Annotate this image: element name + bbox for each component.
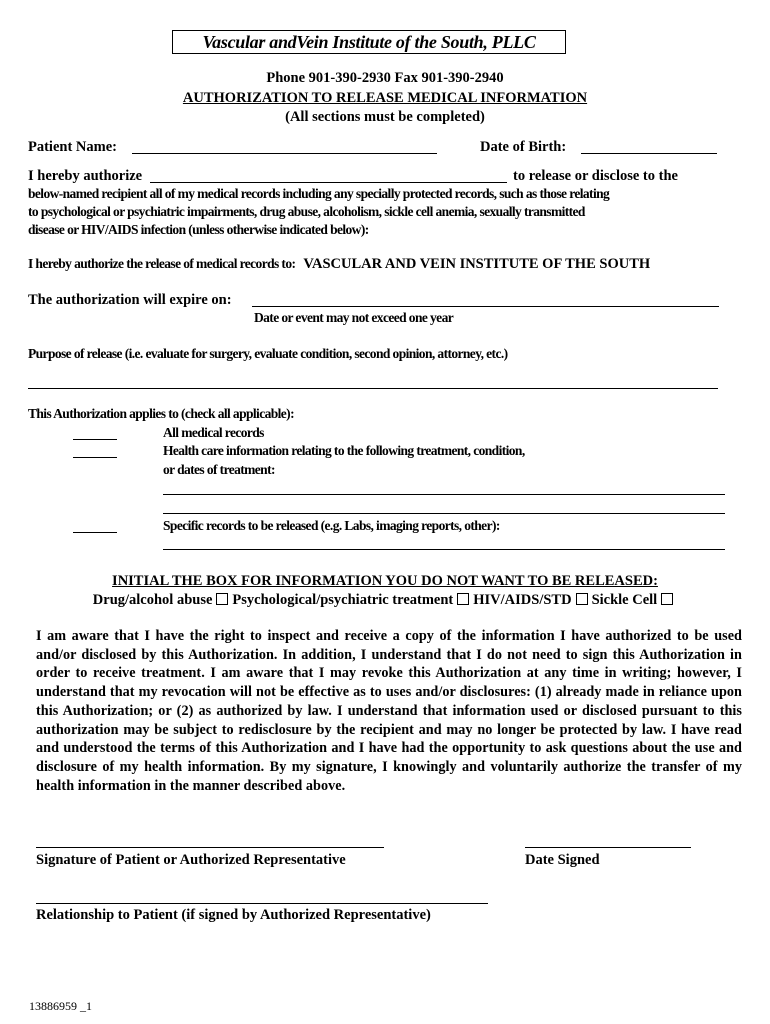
drug-alcohol-checkbox[interactable] [216,593,228,605]
instruction-text: (All sections must be completed) [285,109,485,125]
authorize-line-3: to psychological or psychiatric impairments, drug abuse, alcoholism, sickle cell anemia, sexually transmitted [28,204,585,219]
form-title: AUTHORIZATION TO RELEASE MEDICAL INFORMATION [182,90,588,106]
check-specific-records-blank[interactable] [73,532,117,533]
option-specific-records: Specific records to be released (e.g. Labs, imaging reports, other): [163,518,500,533]
applies-label: This Authorization applies to (check all applicable): [28,406,294,421]
option-health-info-cont: or dates of treatment: [163,462,275,477]
check-all-records-blank[interactable] [73,439,117,440]
release-to-recipient: VASCULAR AND VEIN INSTITUTE OF THE SOUTH [303,256,651,272]
initial-options-row [0,592,770,609]
authorize-tail: to release or disclose to the [513,168,678,184]
expiry-label: The authorization will expire on: [28,292,232,308]
release-to-row [28,255,650,273]
option-health-info: Health care information relating to the following treatment, condition, [163,443,525,458]
authorize-provider-field[interactable] [150,182,507,183]
practice-title: Vascular andVein Institute of the South, PLLC [172,30,566,54]
initial-heading-row [0,573,770,590]
authorize-line-4: disease or HIV/AIDS infection (unless otherwise indicated below): [28,222,369,237]
purpose-label: Purpose of release (i.e. evaluate for surgery, evaluate condition, second opinion, attorney, etc.) [28,346,508,361]
sickle-cell-checkbox[interactable] [661,593,673,605]
patient-name-label: Patient Name: [28,139,117,155]
option-psychological: Psychological/psychiatric treatment [232,592,454,608]
signature-label: Signature of Patient or Authorized Representative [36,852,346,868]
dob-field[interactable] [581,153,717,154]
dob-label: Date of Birth: [480,139,567,155]
specific-records-line[interactable] [163,549,725,550]
authorize-lead: I hereby authorize [28,168,143,184]
release-to-label: I hereby authorize the release of medical records to: [28,256,296,271]
relationship-line[interactable] [36,903,488,904]
expiry-field[interactable] [252,306,719,307]
purpose-field[interactable] [28,388,718,389]
initial-heading: INITIAL THE BOX FOR INFORMATION YOU DO NOT WANT TO BE RELEASED: [112,573,658,589]
expiry-note: Date or event may not exceed one year [254,310,454,325]
hiv-aids-std-checkbox[interactable] [576,593,588,605]
date-signed-label: Date Signed [525,852,600,868]
health-info-line-1[interactable] [163,494,725,495]
option-drug-alcohol: Drug/alcohol abuse [92,592,213,608]
acknowledgement-paragraph: I am aware that I have the right to inspect and receive a copy of the information I have authorized to be used and/or disclosed by this Authorization. In addition, I understand that I do not need to sign this Authorization in order to receive treatment. I am aware that I may revoke this Authorization at any time in writing; however, I understand that my revocation will not be effective as to uses and/or disclosures: (1) already made in reliance upon this Authorization; or (2) as authorized by law. I understand that information used or disclosed pursuant to this authorization may be subject to redisclosure by the recipient and may no longer be protected by law. I have read and understood the terms of this Authorization and I have had the opportunity to ask questions about the use and disclosure of my health information. By my signature, I knowingly and voluntarily authorize the transfer of my health information in the manner described above. [36,628,742,794]
option-all-records: All medical records [163,425,264,440]
health-info-line-2[interactable] [163,513,725,514]
phone-fax: Phone 901-390-2930 Fax 901-390-2940 [266,70,504,86]
option-hiv-aids-std: HIV/AIDS/STD [473,592,572,608]
relationship-label: Relationship to Patient (if signed by Authorized Representative) [36,907,431,923]
authorize-line-2: below-named recipient all of my medical records including any specially protected records, such as those relating [28,186,610,201]
psychological-checkbox[interactable] [457,593,469,605]
patient-name-field[interactable] [132,153,437,154]
signature-line[interactable] [36,847,384,848]
date-signed-line[interactable] [525,847,691,848]
document-id: 13886959 _1 [29,999,92,1013]
option-sickle-cell: Sickle Cell [591,592,658,608]
check-health-info-blank[interactable] [73,457,117,458]
